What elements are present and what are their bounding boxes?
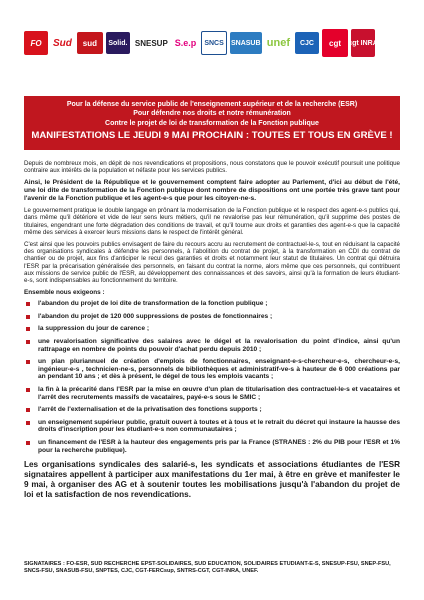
demand-item <box>24 439 400 454</box>
demand-item <box>24 406 400 414</box>
banner-line-2: Pour défendre nos droits et notre rémunération <box>133 110 291 118</box>
demand-text: une revalorisation significative des salaires avec le dégel et la revalorisation du point d'indice, ainsi qu'un rattrapage en nombre de points du pouvoir d'achat perdu depuis 2010 ; <box>38 338 400 353</box>
headline-banner <box>24 96 400 150</box>
demand-text: un financement de l'ESR à la hauteur des engagements pris par la France (STRANES : 2% du PIB pour l'ESR et 1% pour la recherche publique). <box>38 438 400 454</box>
demands-heading: Ensemble nous exigeons : <box>24 289 105 297</box>
demand-item <box>24 338 400 353</box>
bullet-square-icon <box>26 441 30 445</box>
snasub-logo: SNASUB <box>230 32 262 54</box>
demand-text: un plan pluriannuel de création d'emplois de fonctionnaires, enseignant-e-s-chercheur-e-s, chercheur-e-s, ingénieur-e-s , technicien-ne-s, personnels de bibliothèques et administratif-ve-s à hauteur de 6 000 créations par an pendant 10 ans ; et dès à présent, le dégel de tous les emplois vacants ; <box>38 358 400 381</box>
unef-logo: unef <box>266 37 290 49</box>
demand-item <box>24 358 400 381</box>
demand-text: l'abandon du projet de 120 000 suppressions de postes de fonctionnaires ; <box>38 312 273 320</box>
bullet-square-icon <box>26 421 30 425</box>
bullet-square-icon <box>26 327 30 331</box>
bullet-square-icon <box>26 360 30 364</box>
closing-call: Les organisations syndicales des salarié-s, les syndicats et associations étudiantes de l'ESR signataires appellent à participer aux manifestations du 1er mai, à être en grève et manifester le 9 mai, à organiser des AG et à soutenir toutes les mobilisations jusqu'à l'abandon du projet de loi et la satisfaction de nos revendications. <box>24 460 400 499</box>
logo-strip <box>24 24 400 62</box>
paragraph-law: Ainsi, le Président de la République et le gouvernement comptent faire adopter au Parlement, d'ici au début de l'été, une loi dite de transformation de la Fonction publique dont nombre de dispositions ont une portée très grave tant pour l'avenir de la Fonction publique et les agent-e-s que pour les citoyen-ne-s. <box>24 179 400 202</box>
demand-text: la fin à la précarité dans l'ESR par la mise en œuvre d'un plan de titularisation des contractuel-le-s et vacataires et l'arrêt des recrutements massifs de vacataires, payé-e-s sous le SMIC ; <box>38 385 400 401</box>
paragraph-precarity: C'est ainsi que les pouvoirs publics envisagent de faire du recours accru au recrutement de contractuel-le-s, tout en réduisant la capacité des organisations syndicales à défendre les personnels, à l'abolition du contrat de projet, à la transformation en CDI du contrat de chantier ou de projet, aux fins d'anticiper le recul des garanties et droits et notamment leur statut de titulaires. Un contrat qui détruira l'ESR par la précarisation généralisée des personnels, en faisant du contrat la norme, alors même que ces personnels, qui contribuent aux missions de service public de l'ESR, au développement des connaissances et des savoirs, ainsi qu'à la formation de leurs étudiant-e-s, sont indispensables au fonctionnement du territoire. <box>24 241 400 285</box>
signatories: SIGNATAIRES : FO-ESR, SUD RECHERCHE EPST-SOLIDAIRES, SUD EDUCATION, SOLIDAIRES ETUDIANT-E-S, SNESUP-FSU, SNEP-FSU, SNCS-FSU, SNASUB-FSU, SNPTES, CJC, CGT-FERCsup, SNTRS-CGT, CGT-INRA, UNEF. <box>24 561 391 574</box>
cgt-inra-logo: cgt INRA <box>351 29 375 57</box>
bullet-square-icon <box>26 340 30 344</box>
sep-logo: S.e.p <box>174 38 197 48</box>
demand-text: l'abandon du projet de loi dite de transformation de la fonction publique ; <box>38 300 268 308</box>
paragraph-intro: Depuis de nombreux mois, en dépit de nos revendications et propositions, nous constatons que le pouvoir exécutif poursuit une politique contraire aux intérêts de la population et néfaste pour les services publics. <box>24 160 400 175</box>
bullet-square-icon <box>26 408 30 412</box>
demand-item <box>24 419 400 434</box>
cgt-logo: cgt <box>322 29 348 57</box>
banner-line-1: Pour la défense du service public de l'enseignement supérieur et de la recherche (ESR) <box>66 101 358 108</box>
solidaires-logo: Solid. <box>106 32 130 54</box>
demand-item <box>24 313 400 321</box>
demand-text: un enseignement supérieur public, gratuit ouvert à toutes et à tous et le retrait du décret qui instaure la hausse des droits d'inscription pour les étudiant-e-s non communautaires ; <box>38 418 400 434</box>
bullet-square-icon <box>26 302 30 306</box>
demands-list <box>24 300 400 454</box>
demand-text: la suppression du jour de carence ; <box>38 325 150 333</box>
demand-text: l'arrêt de l'externalisation et de la privatisation des fonctions supports ; <box>38 406 262 414</box>
banner-headline: MANIFESTATIONS LE JEUDI 9 MAI PROCHAIN : TOUTES ET TOUS EN GRÈVE ! <box>31 130 393 142</box>
snesup-logo: SNESUP <box>134 38 168 48</box>
fo-esr-logo: FO <box>24 31 48 55</box>
sud-education-logo: sud <box>77 32 103 54</box>
cjc-logo: CJC <box>295 32 319 54</box>
bullet-square-icon <box>26 315 30 319</box>
document-body <box>24 160 400 499</box>
demand-item <box>24 300 400 308</box>
demand-item <box>24 325 400 333</box>
sud-logo: Sud <box>53 37 72 49</box>
paragraph-government: Le gouvernement pratique le double langage en prônant la modernisation de la Fonction publique et le respect des agent-e-s publics qui, dans même qu'il détériore et vide de leur sens leurs métiers, qu'il ne revalorise pas leur rémunération, qu'il supprime des postes de titulaires, engendrant une forte dégradation des conditions de travail, et qu'il tourne aux droits et garanties des agent-e-s que la capacité même des services à exercer leurs missions dans le respect de l'intérêt général. <box>24 207 400 236</box>
banner-line-3: Contre le projet de loi de transformation de la Fonction publique <box>105 119 319 127</box>
demand-item <box>24 386 400 401</box>
bullet-square-icon <box>26 388 30 392</box>
sncs-logo: SNCS <box>201 31 226 55</box>
